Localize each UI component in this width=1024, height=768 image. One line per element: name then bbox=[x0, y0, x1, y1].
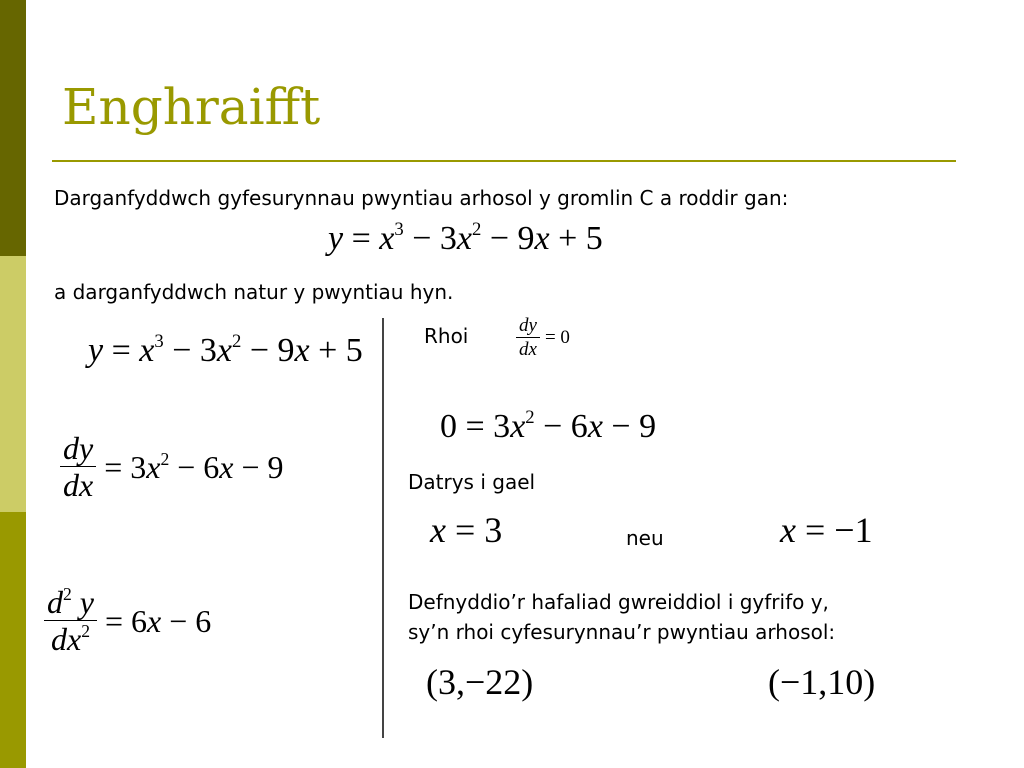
second-derivative bbox=[44, 583, 212, 657]
stationary-point-1: (3,−22) bbox=[426, 662, 534, 702]
first-derivative-rhs: = $3x^2 - 6x - 9$ bbox=[104, 448, 284, 485]
solution-x-minus-1: x = −1 bbox=[780, 510, 873, 550]
sidebar-stripe-top bbox=[0, 0, 26, 256]
rhoi-label: Rhoi bbox=[424, 324, 469, 348]
dx2-base: dx bbox=[51, 621, 82, 657]
second-derivative-rhs: = 6x − 6 bbox=[105, 602, 212, 639]
small-dx: dx bbox=[519, 339, 537, 360]
column-divider bbox=[382, 318, 384, 738]
zero-quadratic: $0 = 3x^2 - 6x - 9$ bbox=[440, 406, 657, 445]
stationary-point-2: (−1,10) bbox=[768, 662, 876, 702]
intro-text: Darganfyddwch gyfesurynnau pwyntiau arhosol y gromlin C a roddir gan: bbox=[54, 186, 789, 210]
equals-zero: = 0 bbox=[544, 327, 570, 348]
defnyddio-line-1: Defnyddio’r hafaliad gwreiddiol i gyfrifo y, bbox=[408, 590, 829, 614]
datrys-label: Datrys i gael bbox=[408, 470, 536, 494]
d2y-dx2-fraction: $\frac{d^2 y}{dx^2}$ bbox=[44, 586, 97, 655]
set-derivative-zero bbox=[516, 316, 570, 359]
d2y-variable: y bbox=[79, 584, 94, 620]
d2-exponent: 2 bbox=[63, 583, 72, 604]
defnyddio-line-2: sy’n rhoi cyfesurynnau’r pwyntiau arhosol: bbox=[408, 620, 836, 644]
dy-numerator: dy bbox=[63, 430, 94, 466]
first-derivative bbox=[60, 432, 284, 501]
sidebar-stripe-bottom bbox=[0, 512, 26, 768]
after-intro-text: a darganfyddwch natur y pwyntiau hyn. bbox=[54, 280, 454, 304]
slide-title: Enghraifft bbox=[62, 78, 321, 136]
curve-equation-top: $y = x^3 - 3x^2 - 9x + 5$ bbox=[328, 218, 603, 257]
small-dy: dy bbox=[519, 315, 537, 336]
solution-x-3: x = 3 bbox=[430, 510, 503, 550]
title-rule bbox=[52, 160, 956, 162]
small-dy-dx-fraction bbox=[516, 316, 540, 359]
curve-equation-left: $y = x^3 - 3x^2 - 9x + 5$ bbox=[88, 330, 363, 369]
dx-denominator: dx bbox=[63, 467, 94, 503]
sidebar-stripe-middle bbox=[0, 256, 26, 512]
neu-label: neu bbox=[626, 526, 664, 550]
dy-dx-fraction bbox=[60, 432, 96, 501]
